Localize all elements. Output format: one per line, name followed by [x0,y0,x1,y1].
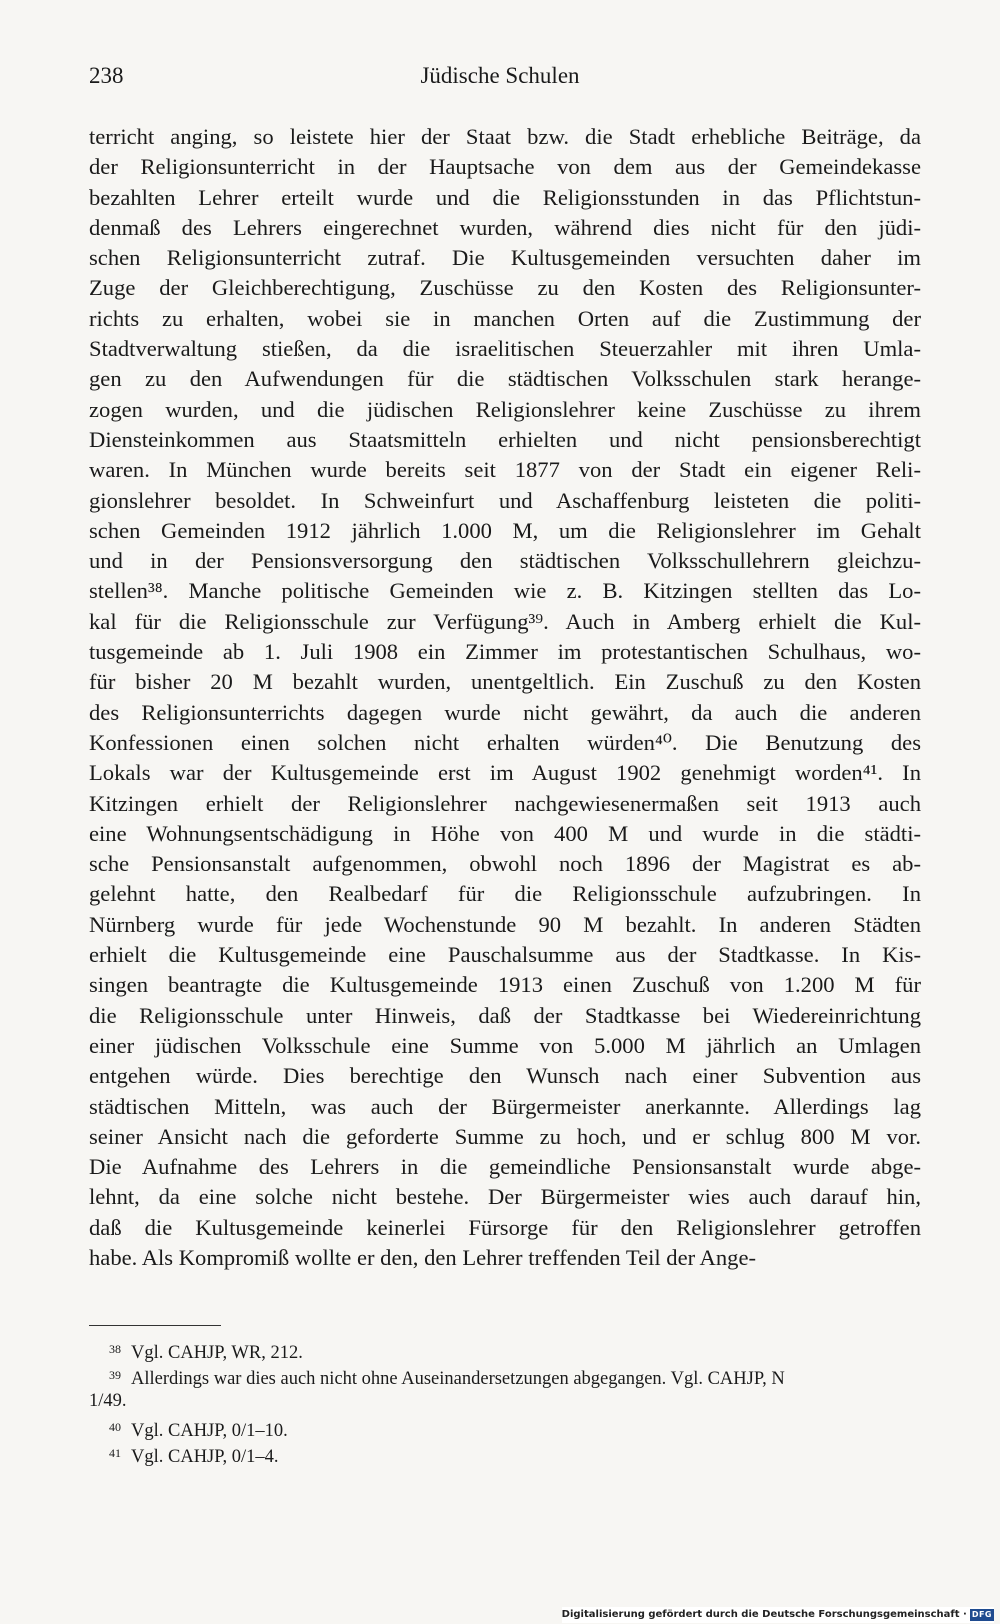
footnote-text: Vgl. CAHJP, 0/1–10. [131,1421,288,1441]
footnote-text: Allerdings war dies auch nicht ohne Auseinandersetzungen abgegangen. Vgl. CAHJP, N [131,1369,785,1389]
body-line: gen zu den Aufwendungen für die städtischen Volksschulen stark herange- [89,366,921,392]
body-line: bezahlten Lehrer erteilt wurde und die Religionsstunden in das Pflichtstun- [89,184,921,210]
running-head: Jüdische Schulen [420,63,580,88]
body-line: entgehen würde. Dies berechtige den Wunsch nach einer Subvention aus [89,1063,921,1089]
body-line: Zuge der Gleichberechtigung, Zuschüsse zu den Kosten des Religionsunter- [89,275,921,301]
body-line: Konfessionen einen solchen nicht erhalten würden⁴⁰. Die Benutzung des [89,729,921,755]
footnote-39-continuation: 1/49. [89,1391,127,1411]
page-number: 238 [89,63,124,88]
body-line: erhielt die Kultusgemeinde eine Pauschalsumme aus der Stadtkasse. In Kis- [89,942,921,968]
body-line: richts zu erhalten, wobei sie in manchen Orten auf die Zustimmung der [89,305,921,331]
body-line: singen beantragte die Kultusgemeinde 1913 einen Zuschuß von 1.200 M für [89,972,921,998]
body-line: habe. Als Kompromiß wollte er den, den Lehrer treffenden Teil der Ange- [89,1244,757,1270]
footnotes [89,1336,921,1466]
body-line: stellen³⁸. Manche politische Gemeinden wie z. B. Kitzingen stellten das Lo- [89,578,921,604]
body-line: schen Religionsunterricht zutraf. Die Kultusgemeinden versuchten daher im [89,245,921,271]
body-line: einer jüdischen Volksschule eine Summe von 5.000 M jährlich an Umlagen [89,1032,921,1058]
body-line: für bisher 20 M bezahlt wurden, unentgeltlich. Ein Zuschuß zu den Kosten [89,669,921,695]
body-line: denmaß des Lehrers eingerechnet wurden, während dies nicht für den jüdi- [89,214,921,240]
footnote-41 [89,1440,921,1466]
body-line: eine Wohnungsentschädigung in Höhe von 400 M und wurde in die städti- [89,820,921,846]
body-line: der Religionsunterricht in der Hauptsache von dem aus der Gemeindekasse [89,154,921,180]
body-line: kal für die Religionsschule zur Verfügung³⁹. Auch in Amberg erhielt die Kul- [89,608,921,634]
body-line: terricht anging, so leistete hier der Staat bzw. die Stadt erhebliche Beiträge, da [89,124,921,149]
body-text [89,122,921,1273]
body-line: und in der Pensionsversorgung den städtischen Volksschullehrern gleichzu- [89,548,921,574]
body-line: zogen wurden, und die jüdischen Religionslehrer keine Zuschüsse zu ihrem [89,396,921,422]
footnote-number: 38 [109,1342,121,1356]
body-line: gionslehrer besoldet. In Schweinfurt und Aschaffenburg leisteten die politi- [89,487,921,513]
footnote-38 [89,1336,921,1362]
body-line: gelehnt hatte, den Realbedarf für die Religionsschule aufzubringen. In [89,881,921,907]
body-line: tusgemeinde ab 1. Juli 1908 ein Zimmer im protestantischen Schulhaus, wo- [89,639,921,665]
footnote-40 [89,1414,921,1440]
body-line: waren. In München wurde bereits seit 1877 von der Stadt ein eigener Reli- [89,457,921,483]
body-line: des Religionsunterrichts dagegen wurde nicht gewährt, da auch die anderen [89,699,921,725]
body-line: die Religionsschule unter Hinweis, daß der Stadtkasse bei Wiedereinrichtung [89,1002,921,1028]
dfg-logo: DFG [971,1610,992,1619]
body-line: daß die Kultusgemeinde keinerlei Fürsorge für den Religionslehrer getroffen [89,1214,921,1240]
body-line: Diensteinkommen aus Staatsmitteln erhielten und nicht pensionsberechtigt [89,426,921,452]
body-line: seiner Ansicht nach die geforderte Summe zu hoch, und er schlug 800 M vor. [89,1123,921,1149]
body-line: sche Pensionsanstalt aufgenommen, obwohl noch 1896 der Magistrat es ab- [89,851,921,877]
body-line: Stadtverwaltung stießen, da die israelitischen Steuerzahler mit ihren Umla- [89,336,921,362]
credit-text: Digitalisierung gefördert durch die Deutsche Forschungsgemeinschaft · [561,1609,967,1620]
footnote-text: Vgl. CAHJP, WR, 212. [131,1343,303,1363]
footnote-number: 41 [109,1446,121,1460]
body-line: schen Gemeinden 1912 jährlich 1.000 M, um die Religionslehrer im Gehalt [89,517,921,543]
footnote-text: Vgl. CAHJP, 0/1–4. [131,1447,279,1467]
body-line: Die Aufnahme des Lehrers in die gemeindliche Pensionsanstalt wurde abge- [89,1154,921,1180]
footnote-divider [89,1325,221,1326]
body-line: Kitzingen erhielt der Religionslehrer nachgewiesenermaßen seit 1913 auch [89,790,921,816]
digitization-credit [562,1607,994,1623]
footnote-number: 39 [109,1368,121,1382]
body-line: Nürnberg wurde für jede Wochenstunde 90 M bezahlt. In anderen Städten [89,911,921,937]
footnote-number: 40 [109,1420,121,1434]
body-line: städtischen Mitteln, was auch der Bürgermeister anerkannte. Allerdings lag [89,1093,921,1119]
body-line: lehnt, da eine solche nicht bestehe. Der Bürgermeister wies auch darauf hin, [89,1184,921,1210]
footnote-39 [89,1362,921,1388]
body-line: Lokals war der Kultusgemeinde erst im August 1902 genehmigt worden⁴¹. In [89,760,921,786]
